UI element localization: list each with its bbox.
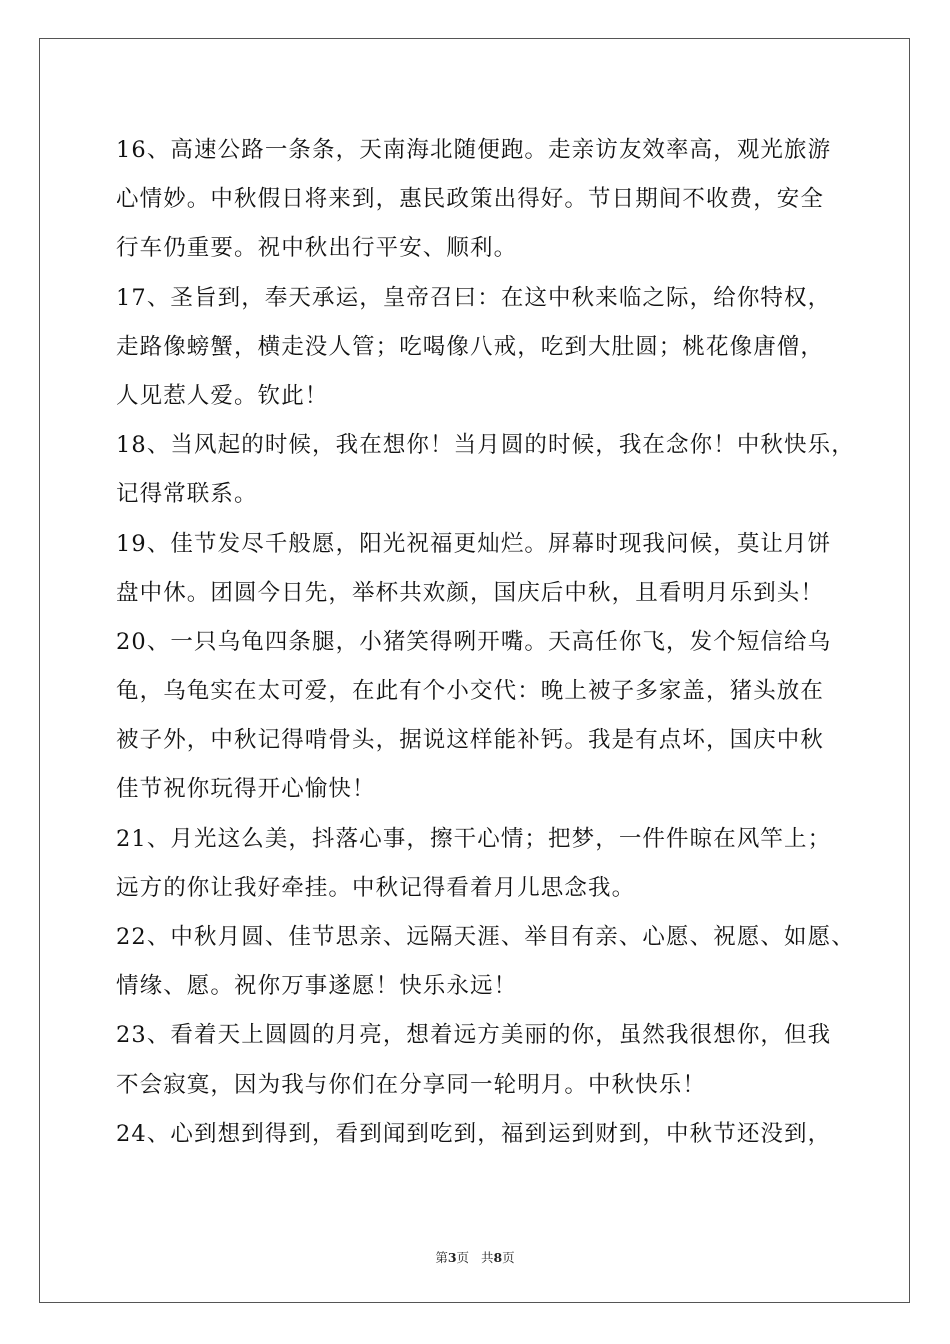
text-line: 佳节祝你玩得开心愉快！	[116, 776, 376, 803]
text-line: 龟，乌龟实在太可爱，在此有个小交代：晚上被子多家盖，猪头放在	[116, 678, 825, 705]
text-line: 不会寂寞，因为我与你们在分享同一轮明月。中秋快乐！	[116, 1071, 707, 1098]
document-body	[116, 126, 876, 1159]
text-line: 17、圣旨到，奉天承运，皇帝召曰：在这中秋来临之际，给你特权，	[116, 284, 832, 311]
text-line: 远方的你让我好牵挂。中秋记得看着月儿思念我。	[116, 874, 636, 901]
text-line: 情缘、愿。祝你万事遂愿！快乐永远！	[116, 973, 518, 1000]
text-line: 21、月光这么美，抖落心事，擦干心情；把梦，一件件晾在风竿上；	[116, 825, 832, 852]
page-label-middle: 页 共	[456, 1250, 494, 1265]
page-total-number: 8	[493, 1250, 503, 1265]
text-line: 23、看着天上圆圆的月亮，想着远方美丽的你，虽然我很想你，但我	[116, 1022, 832, 1049]
text-line: 记得常联系。	[116, 481, 258, 508]
text-line: 人见惹人爱。钦此！	[116, 382, 329, 409]
page-label-suffix: 页	[502, 1250, 515, 1265]
text-line: 行车仍重要。祝中秋出行平安、顺利。	[116, 235, 518, 262]
text-line: 19、佳节发尽千般愿，阳光祝福更灿烂。屏幕时现我问候，莫让月饼	[116, 530, 832, 557]
text-line: 20、一只乌龟四条腿，小猪笑得咧开嘴。天高任你飞，发个短信给乌	[116, 628, 832, 655]
text-line: 16、高速公路一条条，天南海北随便跑。走亲访友效率高，观光旅游	[116, 137, 832, 163]
page-current-number: 3	[447, 1250, 457, 1265]
page-label-prefix: 第	[435, 1250, 448, 1265]
text-line: 24、心到想到得到，看到闻到吃到，福到运到财到，中秋节还没到，	[116, 1120, 832, 1147]
text-line: 走路像螃蟹，横走没人管；吃喝像八戒，吃到大肚圆；桃花像唐僧，	[116, 333, 825, 360]
text-line: 18、当风起的时候，我在想你！当月圆的时候，我在念你！中秋快乐，	[116, 432, 855, 459]
text-line: 盘中休。团圆今日先，举杯共欢颜，国庆后中秋，且看明月乐到头！	[116, 579, 825, 606]
page-footer	[0, 1248, 950, 1266]
text-line: 22、中秋月圆、佳节思亲、远隔天涯、举目有亲、心愿、祝愿、如愿、	[116, 924, 855, 950]
text-line: 心情妙。中秋假日将来到，惠民政策出得好。节日期间不收费，安全	[116, 186, 825, 213]
text-line: 被子外，中秋记得啃骨头，据说这样能补钙。我是有点坏，国庆中秋	[116, 727, 825, 754]
